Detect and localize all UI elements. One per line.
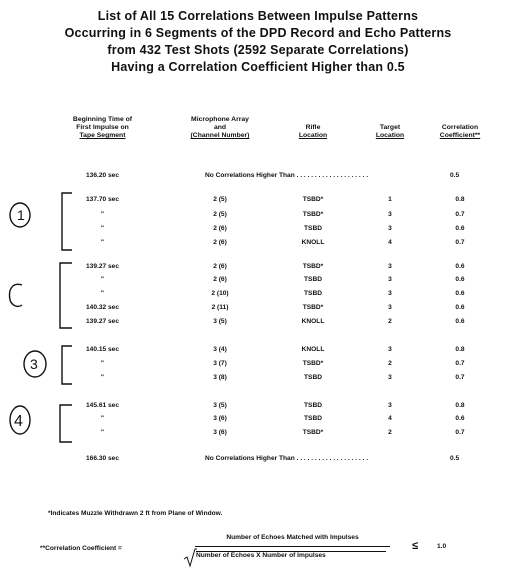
table-cell-coef: 0.8 <box>455 346 465 353</box>
no-correlation-time-2: 166.30 sec <box>85 455 119 462</box>
table-cell-mic: 2 (6) <box>213 225 227 232</box>
table-cell-time: 139.27 sec <box>85 318 119 325</box>
table-cell-mic: 3 (8) <box>213 374 227 381</box>
table-cell-mic: 2 (6) <box>213 239 227 246</box>
table-cell-mic: 2 (10) <box>211 290 229 297</box>
table-cell-mic: 3 (6) <box>213 429 227 436</box>
table-cell-target: 3 <box>388 290 392 297</box>
table-cell-target: 4 <box>388 239 392 246</box>
table-cell-rifle: KNOLL <box>301 346 325 353</box>
circle-group-2 <box>10 284 23 306</box>
no-correlation-label-2: No Correlations Higher Than . . . . . . . . . . . . . . . . . . . . <box>205 455 369 462</box>
title-line-3: from 432 Test Shots (2592 Separate Correlations) <box>107 43 409 57</box>
no-correlation-value-1: 0.5 <box>450 172 460 179</box>
header-mic-line-1: Microphone Array <box>191 116 249 123</box>
table-cell-coef: 0.7 <box>455 360 465 367</box>
bracket-group-1 <box>62 193 72 250</box>
title-line-4: Having a Correlation Coefficient Higher than 0.5 <box>111 60 405 74</box>
title-line-2: Occurring in 6 Segments of the DPD Record and Echo Patterns <box>64 26 452 40</box>
table-cell-time: " <box>100 360 105 367</box>
header-coef-line-2: Coefficient** <box>439 132 481 139</box>
table-cell-coef: 0.6 <box>455 318 465 325</box>
table-cell-coef: 0.6 <box>455 225 465 232</box>
table-cell-target: 4 <box>388 415 392 422</box>
table-cell-time: " <box>100 374 105 381</box>
table-cell-rifle: TSBD* <box>302 360 324 367</box>
table-cell-rifle: TSBD <box>304 415 322 422</box>
table-cell-target: 3 <box>388 304 392 311</box>
table-cell-time: 145.61 sec <box>85 402 119 409</box>
table-cell-mic: 3 (5) <box>213 318 227 325</box>
table-cell-rifle: TSBD* <box>302 196 324 203</box>
table-cell-target: 3 <box>388 374 392 381</box>
table-cell-mic: 3 (4) <box>213 346 227 353</box>
table-cell-rifle: TSBD <box>304 402 322 409</box>
table-cell-coef: 0.6 <box>455 304 465 311</box>
table-cell-mic: 2 (6) <box>213 276 227 283</box>
table-cell-rifle: TSBD* <box>302 211 324 218</box>
table-cell-coef: 0.7 <box>455 374 465 381</box>
table-cell-rifle: TSBD <box>304 225 322 232</box>
table-cell-coef: 0.8 <box>455 402 465 409</box>
table-cell-target: 2 <box>388 318 392 325</box>
table-cell-mic: 2 (11) <box>211 304 229 311</box>
header-time-line-2: First Impulse on <box>76 124 129 131</box>
no-correlation-label-1: No Correlations Higher Than . . . . . . . . . . . . . . . . . . . . <box>205 172 369 179</box>
bracket-group-3 <box>62 346 72 384</box>
table-cell-mic: 2 (5) <box>213 196 227 203</box>
table-cell-time: " <box>100 415 105 422</box>
table-cell-coef: 0.8 <box>455 196 465 203</box>
table-cell-mic: 3 (6) <box>213 415 227 422</box>
table-cell-rifle: TSBD* <box>302 263 324 270</box>
table-cell-rifle: TSBD <box>304 276 322 283</box>
table-cell-coef: 0.7 <box>455 239 465 246</box>
formula-bound: 1.0 <box>437 543 447 550</box>
handwritten-label-3: 3 <box>30 356 38 372</box>
header-time-line-1: Beginning Time of <box>72 116 133 123</box>
table-cell-coef: 0.7 <box>455 429 465 436</box>
table-cell-target: 2 <box>388 429 392 436</box>
table-cell-target: 3 <box>388 225 392 232</box>
header-target-line-1: Target <box>379 124 401 131</box>
table-cell-rifle: KNOLL <box>301 239 325 246</box>
square-root-sign <box>183 548 197 568</box>
table-cell-time: " <box>100 429 105 436</box>
header-mic-line-2: and <box>213 124 227 131</box>
table-cell-coef: 0.6 <box>455 415 465 422</box>
table-cell-coef: 0.6 <box>455 276 465 283</box>
table-cell-target: 3 <box>388 402 392 409</box>
table-cell-rifle: TSBD* <box>302 429 324 436</box>
table-cell-target: 3 <box>388 276 392 283</box>
table-cell-rifle: TSBD <box>304 290 322 297</box>
formula-relation: ≤ <box>412 540 419 552</box>
footnote-muzzle: *Indicates Muzzle Withdrawn 2 ft from Plane of Window. <box>48 510 223 517</box>
formula-denominator: Number of Echoes X Number of Impulses <box>196 551 386 559</box>
table-cell-target: 2 <box>388 360 392 367</box>
table-cell-time: 139.27 sec <box>85 263 119 270</box>
table-cell-target: 3 <box>388 346 392 353</box>
table-cell-coef: 0.7 <box>455 211 465 218</box>
table-cell-time: " <box>100 276 105 283</box>
header-rifle-line-2: Location <box>298 132 328 139</box>
no-correlation-value-2: 0.5 <box>450 455 460 462</box>
bracket-group-4 <box>60 405 72 442</box>
table-cell-time: " <box>100 239 105 246</box>
table-cell-coef: 0.6 <box>455 290 465 297</box>
table-cell-mic: 3 (7) <box>213 360 227 367</box>
table-cell-mic: 2 (5) <box>213 211 227 218</box>
table-cell-rifle: KNOLL <box>301 318 325 325</box>
table-cell-mic: 2 (6) <box>213 263 227 270</box>
table-cell-target: 1 <box>388 196 392 203</box>
bracket-group-2 <box>60 263 72 328</box>
handwritten-label-4: 4 <box>14 413 23 430</box>
table-cell-rifle: TSBD* <box>302 304 324 311</box>
table-cell-target: 3 <box>388 263 392 270</box>
table-cell-time: " <box>100 211 105 218</box>
header-time-line-3: Tape Segment <box>79 132 126 139</box>
formula-numerator: Number of Echoes Matched with Impulses <box>226 534 359 541</box>
table-cell-mic: 3 (5) <box>213 402 227 409</box>
header-target-line-2: Location <box>375 132 405 139</box>
no-correlation-time-1: 136.20 sec <box>85 172 119 179</box>
table-cell-target: 3 <box>388 211 392 218</box>
formula-fraction-line <box>195 546 390 547</box>
table-cell-time: " <box>100 290 105 297</box>
table-cell-coef: 0.6 <box>455 263 465 270</box>
formula-label: **Correlation Coefficient = <box>40 545 122 552</box>
header-mic-line-3: (Channel Number) <box>190 132 250 139</box>
table-cell-time: 140.32 sec <box>85 304 119 311</box>
header-rifle-line-1: Rifle <box>305 124 321 131</box>
header-coef-line-1: Correlation <box>441 124 479 131</box>
table-cell-time: 140.15 sec <box>85 346 119 353</box>
table-cell-time: 137.70 sec <box>85 196 119 203</box>
handwritten-label-1: 1 <box>17 207 25 223</box>
table-cell-rifle: TSBD <box>304 374 322 381</box>
table-cell-time: " <box>100 225 105 232</box>
title-line-1: List of All 15 Correlations Between Impulse Patterns <box>97 9 419 23</box>
